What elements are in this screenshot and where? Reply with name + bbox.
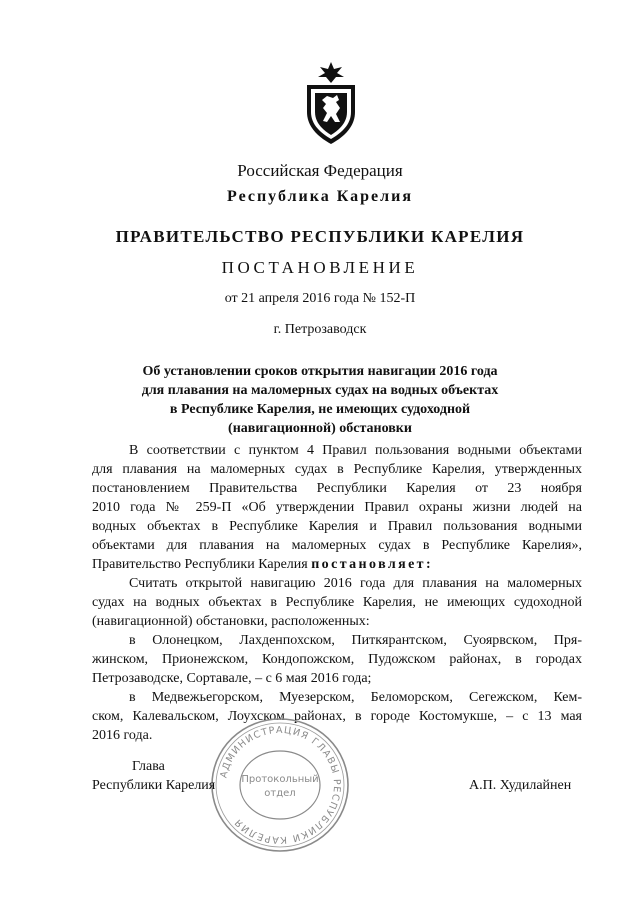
body-line: водных объектах в Республике Карелия и Правил пользования водными: [92, 519, 582, 534]
stamp-center-top: Протокольный: [241, 774, 319, 785]
resolves-keyword: постановляет:: [311, 557, 434, 572]
stamp-center-bottom: отдел: [264, 788, 296, 799]
body-line: в Олонецком, Лахденпохском, Питкярантском, Суоярвском, Пря-: [129, 633, 582, 648]
official-stamp: [208, 716, 352, 854]
body-line: В соответствии с пунктом 4 Правил пользования водными объектами: [129, 443, 582, 458]
body-line: [92, 555, 582, 574]
body-line: для плавания на маломерных судах в Республике Карелия, утвержденных: [92, 462, 582, 477]
body-line: 2010 года № 259-П «Об утверждении Правил охраны жизни людей на: [92, 500, 582, 515]
signatory-name: А.П. Худилайнен: [469, 778, 572, 793]
body-line: Петрозаводске, Сортавале, – с 6 мая 2016 года;: [92, 671, 372, 686]
body-line: (навигационной) обстановки, расположенных:: [92, 614, 370, 629]
title-line: для плавания на маломерных судах на водных объектах: [141, 383, 499, 398]
body-text: Правительство Республики Карелия: [92, 557, 312, 572]
body-line: в Медвежьегорском, Муезерском, Беломорском, Сегежском, Кем-: [129, 690, 582, 705]
republic-name: Республика Карелия: [227, 188, 413, 205]
svg-text:АДМИНИСТРАЦИЯ ГЛАВЫ РЕСПУБЛИКИ: [218, 725, 342, 845]
title-line: Об установлении сроков открытия навигации 2016 года: [142, 364, 498, 379]
body-line: постановлением Правительства Республики Карелия от 23 ноября: [92, 481, 582, 496]
government-title: ПРАВИТЕЛЬСТВО РЕСПУБЛИКИ КАРЕЛИЯ: [115, 227, 525, 246]
body-line: ском, Калевальском, Лоухском районах, в городе Костомукше, – с 13 мая: [92, 709, 582, 724]
signature-title: Глава: [132, 759, 165, 774]
body-line: объектами для плавания на маломерных судах в Республике Карелия»,: [92, 538, 582, 553]
country-name: Российская Федерация: [237, 161, 403, 180]
signature-republic: Республики Карелия: [92, 778, 216, 793]
title-line: в Республике Карелия, не имеющих судоходной: [169, 402, 471, 417]
document-date-number: от 21 апреля 2016 года № 152-П: [224, 291, 416, 306]
document-type: ПОСТАНОВЛЕНИЕ: [221, 258, 419, 277]
stamp-ring-text: АДМИНИСТРАЦИЯ ГЛАВЫ РЕСПУБЛИКИ КАРЕЛИЯ: [218, 724, 343, 846]
body-line: жинском, Прионежском, Кондопожском, Пудожском районах, в городах: [92, 652, 582, 667]
karelia-coat-of-arms-icon: [302, 62, 360, 146]
body-line: 2016 года.: [92, 728, 153, 743]
document-title: [0, 362, 640, 438]
document-body: [92, 441, 582, 745]
body-line: Считать открытой навигацию 2016 года для плавания на маломерных: [129, 576, 582, 591]
body-line: судах на водных объектах в Республике Карелия, не имеющих судоходной: [92, 595, 582, 610]
document-city: г. Петрозаводск: [273, 322, 367, 337]
title-line: (навигационной) обстановки: [228, 421, 412, 436]
